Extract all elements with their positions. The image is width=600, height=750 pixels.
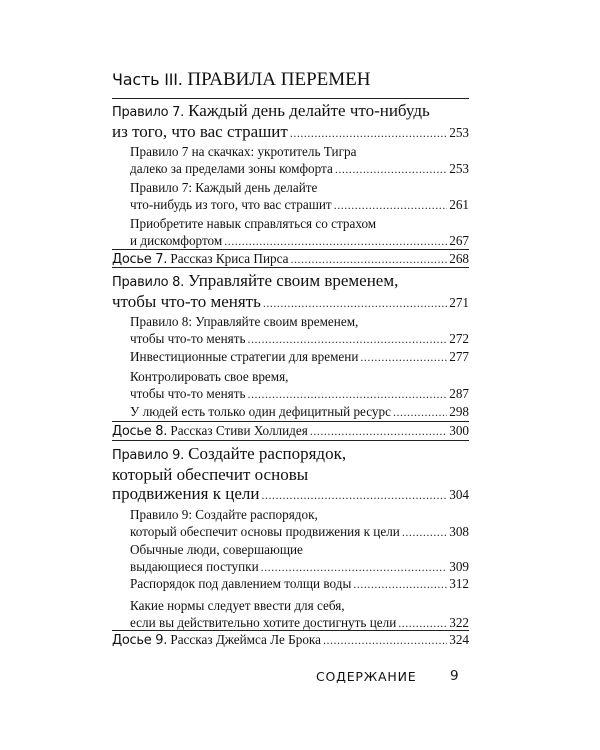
dot-leader bbox=[261, 559, 448, 576]
subentry-line: выдающиеся поступки bbox=[130, 558, 259, 574]
page-number: 309 bbox=[449, 558, 469, 574]
dot-leader bbox=[323, 632, 447, 648]
section-divider bbox=[112, 249, 469, 250]
toc-subentry[interactable] bbox=[130, 598, 469, 631]
toc-subentry[interactable] bbox=[130, 542, 469, 575]
subentry-line: Правило 9: Создайте распорядок, bbox=[130, 507, 318, 522]
page-number: 312 bbox=[449, 576, 469, 591]
subentry-line: если вы действительно хотите достигнуть цели bbox=[130, 614, 397, 630]
rule-title-line: Создайте распорядок, bbox=[188, 444, 347, 463]
dossier-label: Досье 9. bbox=[112, 633, 168, 648]
page-number: 267 bbox=[449, 232, 469, 248]
toc-entry-dossier7[interactable] bbox=[112, 251, 469, 268]
subentry-line: чтобы что-то менять bbox=[130, 330, 246, 346]
dot-leader bbox=[261, 486, 447, 505]
dot-leader bbox=[224, 233, 447, 250]
section-divider bbox=[112, 267, 469, 268]
page-number: 322 bbox=[449, 614, 469, 630]
part-name: ПРАВИЛА ПЕРЕМЕН bbox=[187, 69, 371, 90]
dot-leader bbox=[290, 124, 447, 143]
page-number: 253 bbox=[449, 160, 469, 176]
dot-leader bbox=[353, 576, 447, 593]
dossier-label: Досье 8. bbox=[112, 424, 168, 439]
rule-title-line: чтобы что-то менять bbox=[112, 292, 261, 311]
toc-entry-rule9[interactable] bbox=[112, 444, 469, 505]
subentry-line: далеко за пределами зоны комфорта bbox=[130, 160, 333, 176]
section-divider bbox=[112, 421, 469, 422]
dot-leader bbox=[247, 386, 447, 403]
subentry-line: Правило 7 на скачках: укротитель Тигра bbox=[130, 144, 357, 159]
subentry-line: Распорядок под давлением толщи воды bbox=[130, 576, 352, 591]
page-number: 298 bbox=[449, 404, 469, 419]
dot-leader bbox=[247, 331, 447, 348]
subentry-line: Приобретите навык справляться со страхом bbox=[130, 216, 377, 231]
toc-subentry[interactable] bbox=[130, 404, 469, 421]
rule-title-line: Управляйте своим временем, bbox=[188, 271, 399, 290]
subentry-line: что-нибудь из того, что вас страшит bbox=[130, 196, 332, 212]
page-number: 324 bbox=[449, 632, 469, 647]
section-divider bbox=[112, 630, 469, 631]
toc-subentry[interactable] bbox=[130, 216, 469, 249]
page-number: 272 bbox=[449, 330, 469, 346]
rule-title-line: который обеспечит основы bbox=[112, 465, 309, 484]
dossier-label: Досье 7. bbox=[112, 252, 168, 267]
page-number: 268 bbox=[449, 251, 469, 266]
subentry-line: чтобы что-то менять bbox=[130, 385, 246, 401]
dot-leader bbox=[398, 615, 447, 632]
rule-title-line: Каждый день делайте что-нибудь bbox=[188, 101, 430, 120]
dot-leader bbox=[393, 404, 447, 421]
toc-subentry[interactable] bbox=[130, 314, 469, 347]
toc-entry-dossier9[interactable] bbox=[112, 632, 469, 649]
rule-title-line: из того, что вас страшит bbox=[112, 122, 288, 141]
part-label: Часть III. bbox=[112, 70, 183, 89]
toc-subentry[interactable] bbox=[130, 349, 469, 366]
page-number: 253 bbox=[449, 125, 469, 140]
subentry-line: Инвестиционные стратегии для времени bbox=[130, 349, 359, 364]
section-divider bbox=[112, 98, 469, 99]
page-number: 271 bbox=[449, 295, 469, 310]
subentry-line: Правило 8: Управляйте своим временем, bbox=[130, 314, 359, 329]
page-number: 308 bbox=[449, 523, 469, 539]
rule-title-line: продвижения к цели bbox=[112, 484, 260, 503]
dot-leader bbox=[290, 251, 447, 267]
dossier-title: Рассказ Криса Пирса bbox=[170, 251, 289, 266]
page-footer bbox=[0, 669, 600, 689]
page-number: 300 bbox=[449, 423, 469, 438]
dossier-title: Рассказ Джеймса Ле Брока bbox=[170, 632, 321, 647]
page-number: 261 bbox=[449, 196, 469, 212]
dot-leader bbox=[263, 294, 447, 313]
subentry-line: который обеспечит основы продвижения к цели bbox=[130, 523, 400, 539]
dot-leader bbox=[334, 197, 448, 214]
toc-entry-dossier8[interactable] bbox=[112, 423, 469, 440]
rule-label: Правило 9. bbox=[112, 448, 184, 463]
toc-subentry[interactable] bbox=[130, 507, 469, 540]
rule-label: Правило 8. bbox=[112, 275, 184, 290]
toc-subentry[interactable] bbox=[130, 576, 469, 593]
page-number: 304 bbox=[449, 487, 469, 502]
toc-entry-rule8[interactable] bbox=[112, 271, 469, 313]
subentry-line: Обычные люди, совершающие bbox=[130, 542, 303, 557]
rule-label: Правило 7. bbox=[112, 105, 184, 120]
page-number: 277 bbox=[449, 349, 469, 364]
dot-leader bbox=[402, 524, 447, 541]
dot-leader bbox=[360, 349, 447, 366]
part-title bbox=[112, 68, 370, 92]
subentry-line: Контролировать свое время, bbox=[130, 369, 289, 384]
subentry-line: Какие нормы следует ввести для себя, bbox=[130, 598, 345, 613]
section-divider bbox=[112, 440, 469, 441]
toc-subentry[interactable] bbox=[130, 144, 469, 177]
dossier-title: Рассказ Стиви Холлидея bbox=[170, 423, 308, 438]
toc-entry-rule7[interactable] bbox=[112, 101, 469, 143]
subentry-line: У людей есть только один дефицитный ресурс bbox=[130, 404, 391, 419]
toc-subentry[interactable] bbox=[130, 369, 469, 402]
subentry-line: и дискомфортом bbox=[130, 232, 223, 248]
toc-subentry[interactable] bbox=[130, 180, 469, 213]
page-number: 287 bbox=[449, 385, 469, 401]
folio-page-number: 9 bbox=[450, 668, 459, 684]
running-footer-title: СОДЕРЖАНИЕ bbox=[316, 669, 417, 684]
subentry-line: Правило 7: Каждый день делайте bbox=[130, 180, 318, 195]
dot-leader bbox=[310, 423, 447, 439]
dot-leader bbox=[335, 161, 447, 178]
